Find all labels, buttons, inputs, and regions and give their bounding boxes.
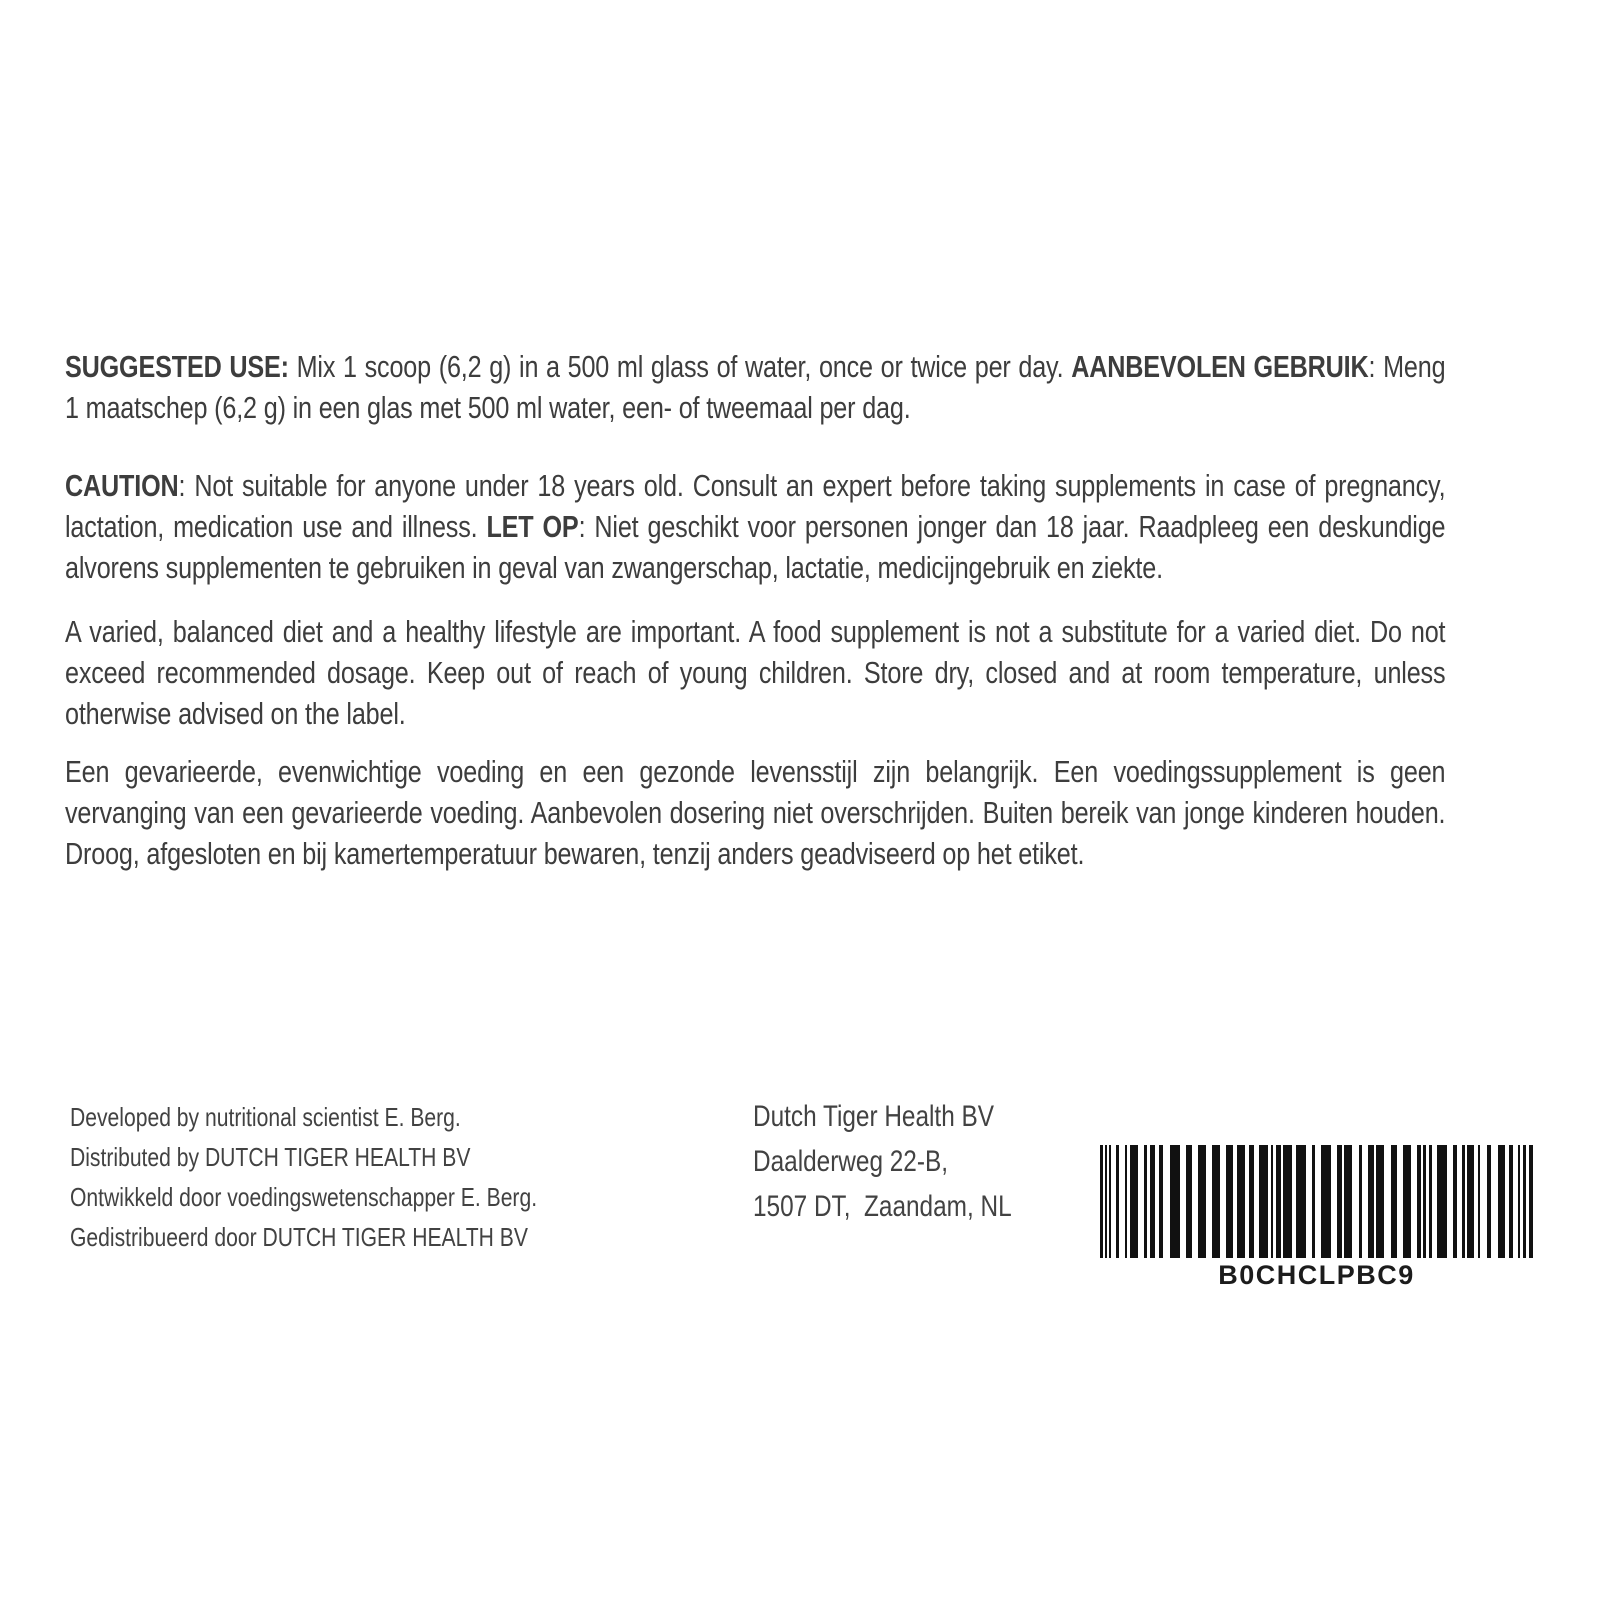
distributor-line-en: Distributed by DUTCH TIGER HEALTH BV	[70, 1142, 471, 1172]
company-name: Dutch Tiger Health BV	[753, 1100, 995, 1133]
barcode	[1100, 1145, 1533, 1291]
developer-info	[70, 1097, 801, 1257]
caution-paragraph: CAUTION: Not suitable for anyone under 18 years old. Consult an expert before taking supplements in case of pregnancy, lactation, medication use and illness. LET OP: Niet geschikt voor personen jonger dan 18 jaar. Raadpleeg een deskundige alvorens supplementen te gebruiken in geval van zwangerschap, lactatie, medicijngebruik en ziekte.	[65, 468, 1446, 585]
barcode-bars-icon	[1100, 1145, 1533, 1258]
distributor-line-nl: Gedistribueerd door DUTCH TIGER HEALTH BV	[70, 1222, 528, 1252]
barcode-code: B0CHCLPBC9	[1218, 1260, 1415, 1290]
label-body-text	[65, 346, 1445, 874]
general-advice-paragraph-en: A varied, balanced diet and a healthy lifestyle are important. A food supplement is not a substitute for a varied diet. Do not exceed recommended dosage. Keep out of reach of young children. Store dry, closed and at room temperature, unless otherwise advised on the label.	[65, 614, 1446, 731]
general-advice-paragraph-nl: Een gevarieerde, evenwichtige voeding en een gezonde levensstijl zijn belangrijk. Een voedingssupplement is geen vervanging van een gevarieerde voeding. Aanbevolen dosering niet overschrijden. Buiten bereik van jonge kinderen houden. Droog, afgesloten en bij kamertemperatuur bewaren, tenzij anders geadviseerd op het etiket.	[65, 754, 1446, 871]
suggested-use-paragraph: SUGGESTED USE: Mix 1 scoop (6,2 g) in a 500 ml glass of water, once or twice per day. AANBEVOLEN GEBRUIK: Meng 1 maatschep (6,2 g) in een glas met 500 ml water, een- of tweemaal per dag.	[65, 349, 1446, 425]
postal-city-address: 1507 DT, Zaandam, NL	[753, 1190, 1012, 1223]
developer-line-nl: Ontwikkeld door voedingswetenschapper E. Berg.	[70, 1182, 538, 1212]
street-address: Daalderweg 22-B,	[753, 1145, 948, 1178]
developer-line-en: Developed by nutritional scientist E. Berg.	[70, 1102, 461, 1132]
